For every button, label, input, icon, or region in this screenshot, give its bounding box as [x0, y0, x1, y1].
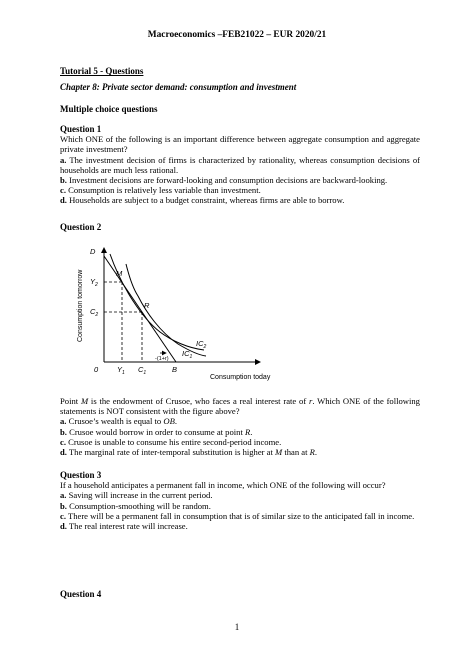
tutorial-title: Tutorial 5 - Questions: [60, 66, 144, 76]
question-2-stem: [60, 396, 420, 416]
label-ic2-main: IC: [196, 339, 204, 348]
option-letter: c.: [60, 436, 66, 447]
label-c2-main: C: [90, 307, 96, 316]
question-1-option-a: [60, 155, 420, 175]
label-ic2-sub: 2: [203, 344, 207, 350]
option-text: Consumption-smoothing will be random.: [66, 500, 211, 511]
option-text: The investment decision of firms is characterized by rationality, whereas consumption decisions of households are much less rational.: [60, 154, 420, 175]
label-origin: 0: [94, 365, 99, 374]
label-y1-main: Y: [117, 365, 123, 374]
option-letter: a.: [60, 416, 67, 427]
option-text: Households are subject to a budget constraint, whereas firms are able to borrow.: [66, 195, 345, 206]
option-end: .: [174, 416, 177, 427]
label-c1-main: C: [138, 365, 144, 374]
question-2-option-a: [60, 416, 420, 426]
question-2-option-b: [60, 427, 420, 437]
figure-svg: [60, 240, 310, 385]
label-y2-sub: 2: [95, 282, 98, 288]
question-3-title: Question 3: [60, 470, 102, 480]
option-italic: M: [275, 447, 283, 458]
option-italic-2: R: [309, 447, 315, 458]
intertemporal-choice-figure: [60, 240, 310, 385]
label-y2-main: Y: [90, 277, 96, 286]
option-text: The marginal rate of inter-temporal substitution is higher at: [66, 447, 276, 458]
y-axis-label: Consumption tomorrow: [77, 269, 84, 342]
option-text: The real interest rate will increase.: [66, 521, 188, 532]
option-letter: c.: [60, 185, 66, 196]
question-2-body: [60, 396, 420, 457]
page-number: 1: [234, 622, 240, 632]
question-1-option-d: [60, 195, 420, 205]
question-2-option-d: [60, 447, 420, 457]
question-1-option-b: [60, 175, 420, 185]
option-letter: d.: [60, 447, 67, 458]
label-c2-sub: 2: [95, 312, 99, 318]
chapter-title: Chapter 8: Private sector demand: consumption and investment: [60, 82, 297, 92]
label-y1-sub: 1: [122, 370, 125, 376]
indifference-curve-1: [126, 264, 206, 356]
option-end: .: [314, 447, 318, 458]
label-m: M: [116, 269, 123, 278]
section-title: Multiple choice questions: [60, 104, 158, 114]
question-3-option-d: [60, 521, 420, 531]
x-axis-label: Consumption today: [210, 374, 271, 381]
option-text: There will be a permanent fall in consumption that is of similar size to the anticipated fall in income.: [65, 510, 415, 521]
question-3-option-a: [60, 490, 420, 500]
question-3-stem: If a household anticipates a permanent fall in income, which ONE of the following will occur?: [60, 480, 386, 491]
option-text: Crusoe would borrow in order to consume at point: [66, 426, 245, 437]
option-letter: b.: [60, 426, 67, 437]
label-r: R: [144, 301, 150, 310]
question-3: [60, 470, 420, 531]
question-1-stem: Which ONE of the following is an important difference between aggregate consumption and aggregate private investment?: [60, 134, 420, 155]
option-end: .: [250, 426, 253, 437]
option-letter: a.: [60, 490, 67, 501]
option-text: Saving will increase in the current period.: [66, 490, 213, 501]
indifference-curve-2: [110, 254, 204, 350]
option-letter: b.: [60, 500, 67, 511]
label-c2: [90, 307, 98, 318]
question-1-option-c: [60, 185, 420, 195]
option-letter: c.: [60, 510, 66, 521]
option-italic: OB: [163, 416, 175, 427]
page-header: Macroeconomics –FEB21022 – EUR 2020/21: [147, 30, 327, 40]
option-text: Crusoe’s wealth is equal to: [66, 416, 164, 427]
option-italic: R: [245, 426, 251, 437]
stem-pre: Point: [60, 396, 81, 406]
option-text: Consumption is relatively less variable than investment.: [65, 185, 261, 196]
label-c1-sub: 1: [143, 370, 147, 376]
option-text: Crusoe is unable to consume his entire second-period income.: [65, 436, 282, 447]
option-mid: than at: [282, 447, 310, 458]
label-y2: [90, 277, 98, 288]
label-b: B: [172, 365, 178, 374]
label-slope: -(1+r): [155, 356, 169, 362]
label-ic1-main: IC: [182, 349, 190, 358]
question-4-title: Question 4: [60, 589, 102, 599]
label-d: D: [90, 247, 96, 256]
option-letter: d.: [60, 195, 67, 206]
stem-m: M: [80, 396, 89, 406]
label-y1: [117, 365, 125, 376]
budget-line: [104, 256, 176, 362]
label-ic1-sub: 1: [189, 354, 193, 360]
stem-r: r: [308, 396, 313, 406]
option-letter: d.: [60, 521, 67, 532]
stem-mid: is the endowment of Crusoe, who faces a real interest rate of: [88, 396, 309, 406]
question-3-option-b: [60, 501, 420, 511]
label-ic2: [196, 339, 207, 350]
question-1: [60, 124, 420, 206]
label-c1: [138, 365, 146, 376]
option-text: Investment decisions are forward-looking and consumption decisions are backward-looking.: [66, 175, 388, 186]
option-letter: a.: [60, 154, 67, 165]
question-2-title: Question 2: [60, 222, 102, 232]
stem-post: . Which ONE of the following statements is NOT consistent with the figure above?: [60, 396, 420, 417]
question-2-option-c: [60, 437, 420, 447]
question-3-option-c: [60, 511, 420, 521]
option-letter: b.: [60, 175, 67, 186]
question-1-title: Question 1: [60, 124, 102, 134]
